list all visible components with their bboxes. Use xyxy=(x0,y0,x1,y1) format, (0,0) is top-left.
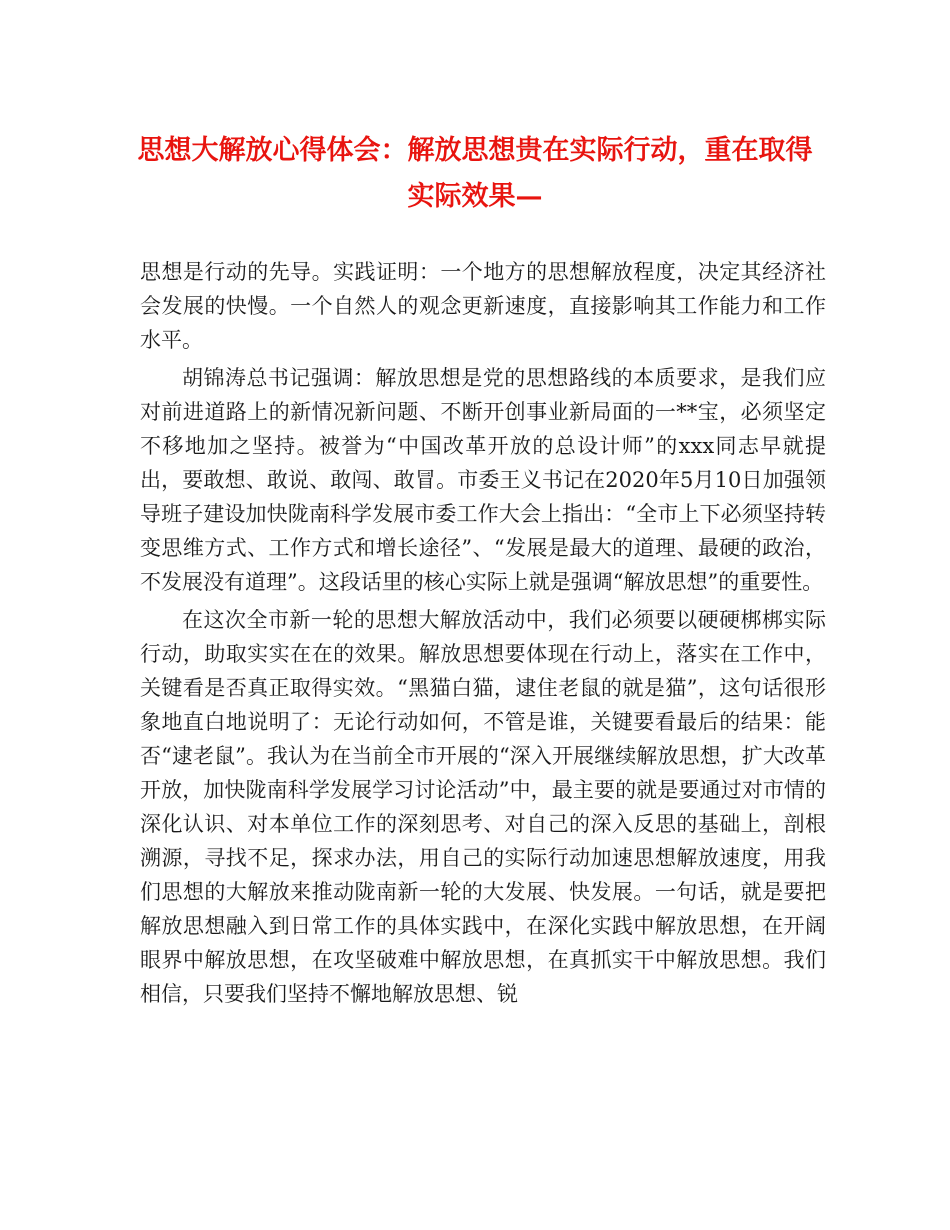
document-title: 思想大解放心得体会：解放思想贵在实际行动，重在取得实际效果— xyxy=(137,135,813,212)
paragraph-3: 在这次全市新一轮的思想大解放活动中，我们必须要以硬硬梆梆实际行动，助取实实在在的效果。解放思想要体现在行动上，落实在工作中，关键看是否真正取得实效。“黑猫白猫，逮住老鼠的就是猫”，这句话很形象地直白地说明了：无论行动如何，不管是谁，关键要看最后的结果：能否“逮老鼠”。我认为在当前全市开展的“深入开展继续解放思想，扩大改革开放，加快陇南科学发展学习讨论活动”中，最主要的就是要通过对市情的深化认识、对本单位工作的深刻思考、对自己的深入反思的基础上，剖根溯源，寻找不足，探求办法，用自己的实际行动加速思想解放速度，用我们思想的大解放来推动陇南新一轮的大发展、快发展。一句话，就是要把解放思想融入到日常工作的具体实践中，在深化实践中解放思想，在开阔眼界中解放思想，在攻坚破难中解放思想，在真抓实干中解放思想。我们相信，只要我们坚持不懈地解放思想、锐 xyxy=(140,608,826,1006)
document-body xyxy=(140,255,826,1015)
paragraph-2: 胡锦涛总书记强调：解放思想是党的思想路线的本质要求，是我们应对前进道路上的新情况新问题、不断开创事业新局面的一**宝，必须坚定不移地加之坚持。被誉为“中国改革开放的总设计师”的xxx同志早就提出，要敢想、敢说、敢闯、敢冒。市委王义书记在2020年5月10日加强领导班子建设加快陇南科学发展市委工作大会上指出：“全市上下必须坚持转变思维方式、工作方式和增长途径”、“发展是最大的道理、最硬的政治，不发展没有道理”。这段话里的核心实际上就是强调“解放思想”的重要性。 xyxy=(140,366,826,594)
paragraph-1: 思想是行动的先导。实践证明：一个地方的思想解放程度，决定其经济社会发展的快慢。一个自然人的观念更新速度，直接影响其工作能力和工作水平。 xyxy=(140,260,826,352)
